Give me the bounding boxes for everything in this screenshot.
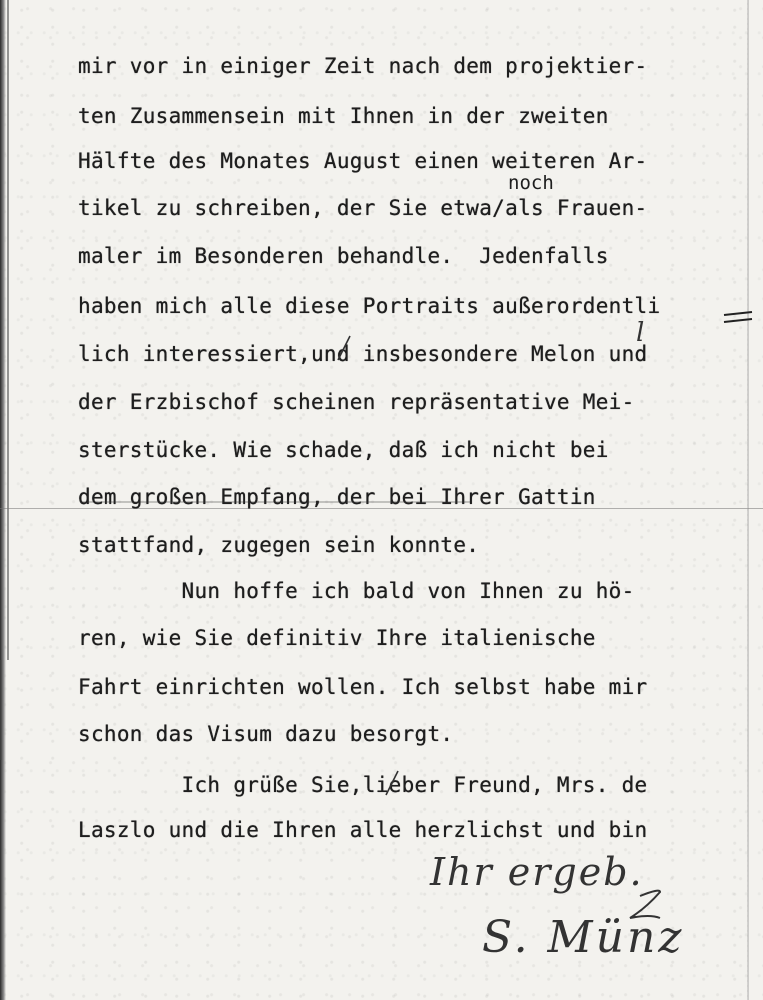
text-line-11: stattfand, zugegen sein konnte. bbox=[78, 533, 480, 557]
text-line-5: maler im Besonderen behandle. Jedenfalls bbox=[78, 244, 609, 268]
text-line-7: lich interessiert,und insbesondere Melon und bbox=[78, 342, 648, 366]
strike-through-2 bbox=[724, 319, 752, 322]
signature: S. Münz bbox=[482, 912, 685, 963]
text-line-13: ren, wie Sie definitiv Ihre italienische bbox=[78, 626, 596, 650]
text-line-4: tikel zu schreiben, der Sie etwa/als Frauen- bbox=[78, 196, 648, 220]
text-line-14: Fahrt einrichten wollen. Ich selbst habe mir bbox=[78, 675, 648, 699]
text-line-1: mir vor in einiger Zeit nach dem projektier- bbox=[78, 54, 648, 78]
closing-handwritten: Ihr ergeb. bbox=[430, 850, 644, 894]
text-line-10: dem großen Empfang, der bei Ihrer Gattin bbox=[78, 485, 596, 509]
text-line-12: Nun hoffe ich bald von Ihnen zu hö- bbox=[78, 579, 635, 603]
handwritten-correction: l bbox=[636, 318, 645, 348]
text-line-8: der Erzbischof scheinen repräsentative Mei- bbox=[78, 390, 635, 414]
text-line-16: Ich grüße Sie,lieber Freund, Mrs. de bbox=[78, 773, 648, 797]
hand-comma-2 bbox=[386, 771, 398, 795]
strike-through-1 bbox=[724, 312, 752, 315]
text-line-2: ten Zusammensein mit Ihnen in der zweiten bbox=[78, 104, 609, 128]
text-line-3: Hälfte des Monates August einen weiteren Ar- bbox=[78, 149, 648, 173]
text-line-15: schon das Visum dazu besorgt. bbox=[78, 722, 454, 746]
text-line-6: haben mich alle diese Portraits außerordentli bbox=[78, 294, 661, 318]
typed-insertion: noch bbox=[508, 172, 554, 194]
text-line-9: sterstücke. Wie schade, daß ich nicht bei bbox=[78, 438, 609, 462]
hand-comma-1 bbox=[338, 336, 350, 360]
text-line-17: Laszlo und die Ihren alle herzlichst und bin bbox=[78, 818, 648, 842]
